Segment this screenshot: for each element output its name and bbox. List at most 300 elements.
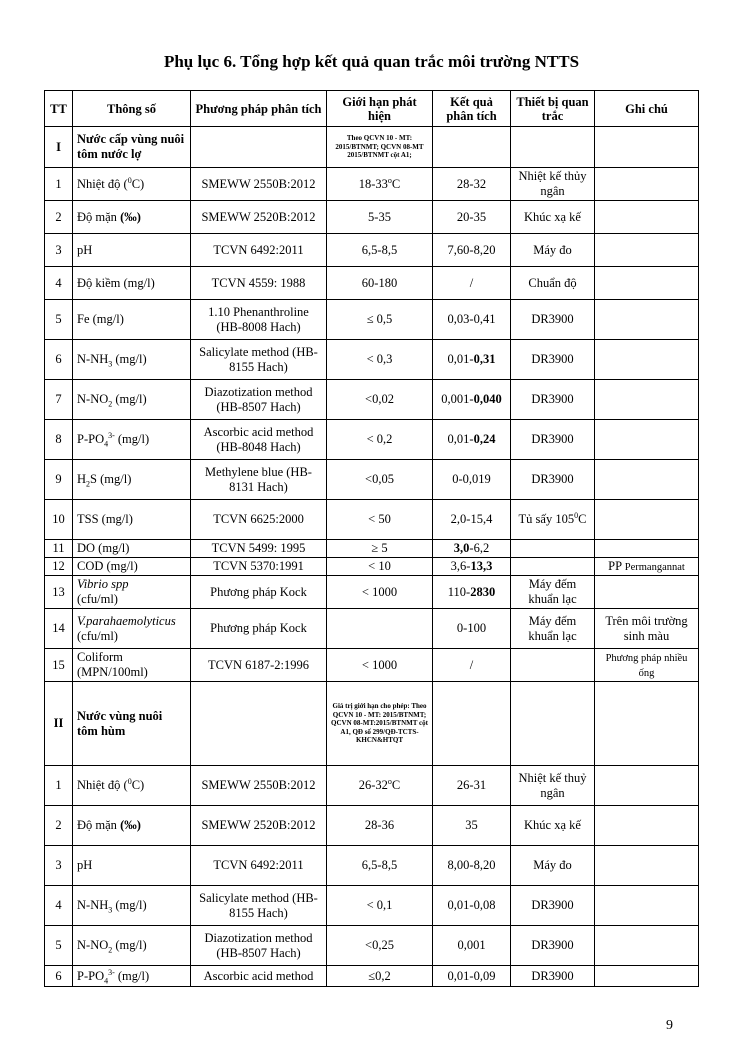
section-index: I (45, 127, 73, 168)
row-method: TCVN 5499: 1995 (191, 540, 327, 558)
table-row (45, 460, 699, 500)
param-text: H (77, 472, 87, 486)
section-name: Nước vùng nuôi tôm hùm (73, 682, 191, 766)
row-method: TCVN 5370:1991 (191, 558, 327, 576)
device-text: Chuẩn độ (528, 275, 577, 290)
row-result (433, 380, 511, 420)
row-note (595, 886, 699, 926)
row-limit (327, 766, 433, 806)
row-limit (327, 609, 433, 649)
param-sup: 0 (127, 175, 132, 185)
param-bold: (‰) (120, 818, 141, 832)
row-param (73, 168, 191, 201)
note-text: PP (608, 559, 625, 573)
limit-sup: o (387, 175, 392, 185)
table-header-row (45, 91, 699, 127)
result-text: 35 (465, 818, 478, 832)
row-result (433, 966, 511, 987)
row-param (73, 460, 191, 500)
row-tt: 11 (45, 540, 73, 558)
result-text: 0,03-0,41 (447, 312, 496, 326)
row-device (511, 420, 595, 460)
row-note (595, 609, 699, 649)
row-tt: 5 (45, 926, 73, 966)
table-row (45, 540, 699, 558)
result-text: 0-100 (456, 621, 487, 635)
header-method: Phương pháp phân tích (191, 91, 327, 127)
result-bold: 0,24 (473, 432, 496, 446)
param-text: pH (77, 242, 93, 257)
limit-text: 18-33 (358, 176, 388, 191)
param-text: Độ mặn (77, 209, 121, 224)
param-tail: (mg/l) (112, 392, 147, 406)
param-sup: 3- (108, 430, 115, 440)
device-text: DR3900 (531, 312, 574, 326)
table-row (45, 168, 699, 201)
result-text: 0,001- (441, 392, 474, 406)
param-text: Độ mặn (77, 818, 121, 832)
table-row (45, 576, 699, 609)
row-note (595, 926, 699, 966)
row-result (433, 576, 511, 609)
section-note-empty (595, 127, 699, 168)
param-text: N-NO (77, 392, 109, 406)
row-method: 1.10 Phenanthroline (HB-8008 Hach) (191, 300, 327, 340)
table-row (45, 886, 699, 926)
header-note: Ghi chú (595, 91, 699, 127)
row-note (595, 267, 699, 300)
row-tt: 3 (45, 234, 73, 267)
row-tt: 4 (45, 267, 73, 300)
limit-text: 5-35 (368, 209, 391, 224)
param-sup: 0 (127, 776, 132, 786)
row-limit (327, 234, 433, 267)
row-limit (327, 340, 433, 380)
note-small: Permangannat (624, 562, 685, 573)
device-text: DR3900 (531, 938, 574, 952)
result-bold: 3,0 (453, 541, 470, 555)
row-device (511, 766, 595, 806)
row-tt: 14 (45, 609, 73, 649)
row-result (433, 300, 511, 340)
device-tail: C (578, 512, 587, 526)
table-row (45, 609, 699, 649)
row-method: Diazotization method (HB-8507 Hach) (191, 926, 327, 966)
note-text: Trên môi trường sinh màu (605, 613, 688, 643)
row-note (595, 766, 699, 806)
row-limit (327, 540, 433, 558)
table-row (45, 340, 699, 380)
row-tt: 2 (45, 201, 73, 234)
header-param: Thông số (73, 91, 191, 127)
row-param (73, 926, 191, 966)
section-note-empty (595, 682, 699, 766)
row-note (595, 846, 699, 886)
row-device (511, 609, 595, 649)
limit-text: < 10 (368, 559, 391, 573)
device-text: Máy đo (533, 242, 572, 257)
limit-tail: C (391, 778, 401, 792)
device-text: Máy đếm khuẩn lạc (528, 577, 577, 606)
header-limit: Giới hạn phát hiện (327, 91, 433, 127)
row-limit (327, 201, 433, 234)
limit-text: <0,25 (365, 938, 394, 952)
section-name: Nước cấp vùng nuôi tôm nước lợ (73, 127, 191, 168)
table-row (45, 806, 699, 846)
limit-text: <0,05 (365, 472, 394, 486)
result-text: 8,00-8,20 (447, 858, 496, 872)
section-index: II (45, 682, 73, 766)
result-text: 28-32 (456, 176, 487, 191)
row-limit (327, 380, 433, 420)
row-method: Methylene blue (HB-8131 Hach) (191, 460, 327, 500)
row-result (433, 460, 511, 500)
row-device (511, 966, 595, 987)
table-row (45, 234, 699, 267)
row-limit (327, 300, 433, 340)
param-text: Fe (mg/l) (77, 312, 124, 326)
device-sup: 0 (574, 510, 579, 520)
row-note (595, 966, 699, 987)
device-text: Nhiệt kế thủy ngân (518, 169, 587, 198)
param-text: N-NH (77, 898, 109, 912)
param-sub: 4 (104, 976, 109, 985)
result-text: 0,01- (447, 352, 474, 366)
row-result (433, 649, 511, 682)
row-method: Salicylate method (HB-8155 Hach) (191, 340, 327, 380)
limit-text: 6,5-8,5 (361, 858, 398, 872)
row-param (73, 766, 191, 806)
param-sub: 4 (104, 439, 109, 449)
row-device (511, 201, 595, 234)
row-method: TCVN 6492:2011 (191, 846, 327, 886)
row-param (73, 540, 191, 558)
limit-text: < 0,2 (366, 432, 393, 446)
table-row (45, 500, 699, 540)
row-device (511, 558, 595, 576)
row-param (73, 234, 191, 267)
table-row (45, 300, 699, 340)
row-tt: 13 (45, 576, 73, 609)
row-limit (327, 267, 433, 300)
device-text: Khúc xạ kế (524, 818, 581, 832)
row-limit (327, 558, 433, 576)
device-text: DR3900 (531, 352, 574, 366)
monitoring-results-table (44, 90, 699, 987)
section-result-empty (433, 127, 511, 168)
row-device (511, 576, 595, 609)
result-text: 3,6- (450, 559, 471, 573)
row-limit (327, 576, 433, 609)
row-note (595, 540, 699, 558)
row-result (433, 926, 511, 966)
table-row (45, 201, 699, 234)
result-bold: 0,31 (473, 352, 496, 366)
row-limit (327, 966, 433, 987)
table-row (45, 420, 699, 460)
row-result (433, 806, 511, 846)
row-method: Phương pháp Kock (191, 609, 327, 649)
row-device (511, 540, 595, 558)
result-text: 7,60-8,20 (447, 242, 496, 257)
row-tt: 15 (45, 649, 73, 682)
row-param (73, 420, 191, 460)
row-limit (327, 806, 433, 846)
table-row (45, 966, 699, 987)
param-text: (cfu/ml) (77, 592, 118, 606)
row-tt: 4 (45, 886, 73, 926)
result-bold: 2830 (470, 584, 496, 599)
param-italic: V.parahaemolyticus (77, 613, 176, 628)
param-tail: (mg/l) (112, 352, 147, 366)
limit-text: 28-36 (364, 818, 395, 832)
row-result (433, 168, 511, 201)
row-param (73, 300, 191, 340)
row-device (511, 340, 595, 380)
row-tt: 1 (45, 766, 73, 806)
header-device: Thiết bị quan trắc (511, 91, 595, 127)
row-device (511, 380, 595, 420)
param-sub: 3 (108, 905, 113, 915)
row-note (595, 806, 699, 846)
row-tt: 5 (45, 300, 73, 340)
param-text: (cfu/ml) (77, 628, 118, 643)
limit-text: <0,02 (365, 392, 394, 406)
result-text: 0,01- (447, 432, 474, 446)
table-row (45, 766, 699, 806)
param-text: Coliform (MPN/100ml) (77, 650, 148, 679)
row-result (433, 540, 511, 558)
result-text: 20-35 (456, 209, 487, 224)
row-note (595, 340, 699, 380)
row-result (433, 420, 511, 460)
result-bold: 0,040 (473, 392, 502, 406)
row-note (595, 168, 699, 201)
param-text: Độ kiềm (mg/l) (77, 275, 155, 290)
row-result (433, 234, 511, 267)
limit-text: < 50 (368, 512, 391, 526)
section-limit-note: Theo QCVN 10 - MT: 2015/BTNMT; QCVN 08-MT 2015/BTNMT cột A1; (327, 127, 433, 168)
section-method-empty (191, 127, 327, 168)
row-result (433, 846, 511, 886)
row-note (595, 558, 699, 576)
row-tt: 7 (45, 380, 73, 420)
row-method: Salicylate method (HB-8155 Hach) (191, 886, 327, 926)
limit-sup: o (387, 776, 392, 786)
row-device (511, 460, 595, 500)
section-device-empty (511, 127, 595, 168)
row-device (511, 300, 595, 340)
row-param (73, 846, 191, 886)
limit-tail: C (391, 176, 401, 191)
row-device (511, 846, 595, 886)
param-tail: C) (131, 778, 145, 792)
limit-text: < 1000 (361, 584, 398, 599)
limit-text: 26-32 (358, 778, 388, 792)
limit-text: ≤ 0,5 (366, 312, 393, 326)
limit-text: 6,5-8,5 (361, 242, 398, 257)
row-method: Diazotization method (HB-8507 Hach) (191, 380, 327, 420)
param-italic: Vibrio spp (77, 577, 129, 591)
row-result (433, 340, 511, 380)
table-row (45, 846, 699, 886)
row-limit (327, 500, 433, 540)
row-param (73, 806, 191, 846)
param-tail: (mg/l) (114, 432, 150, 446)
row-tt: 3 (45, 846, 73, 886)
param-tail: (mg/l) (114, 968, 150, 983)
row-tt: 6 (45, 966, 73, 987)
device-text: Tủ sấy 105 (518, 512, 575, 526)
header-tt: TT (45, 91, 73, 127)
table-row (45, 558, 699, 576)
device-text: Nhiệt kế thuỷ ngân (518, 770, 587, 800)
row-param (73, 267, 191, 300)
row-param (73, 966, 191, 987)
row-note (595, 300, 699, 340)
result-text: 0-0,019 (452, 472, 491, 486)
result-text: 2,0-15,4 (450, 512, 493, 526)
result-text: 110- (447, 584, 471, 599)
row-result (433, 886, 511, 926)
row-note (595, 201, 699, 234)
param-text: N-NH (77, 352, 109, 366)
section-method-empty (191, 682, 327, 766)
device-text: DR3900 (531, 392, 574, 406)
row-device (511, 806, 595, 846)
row-note (595, 234, 699, 267)
limit-text: < 1000 (361, 657, 398, 672)
row-param (73, 886, 191, 926)
row-result (433, 558, 511, 576)
row-param (73, 609, 191, 649)
row-limit (327, 460, 433, 500)
header-result: Kết quả phân tích (433, 91, 511, 127)
section-limit-note: Giá trị giới hạn cho phép: Theo QCVN 10 - MT: 2015/BTNMT; QCVN 08-MT:2015/BTNMT cột A1, QĐ số 299/QĐ-TCTS-KHCN&HTQT (327, 682, 433, 766)
row-method: TCVN 4559: 1988 (191, 267, 327, 300)
param-sub: 2 (108, 945, 113, 955)
table-row (45, 267, 699, 300)
row-device (511, 168, 595, 201)
row-limit (327, 926, 433, 966)
row-limit (327, 886, 433, 926)
row-device (511, 234, 595, 267)
param-text: pH (77, 858, 93, 872)
row-tt: 8 (45, 420, 73, 460)
row-device (511, 267, 595, 300)
row-tt: 6 (45, 340, 73, 380)
table-row (45, 926, 699, 966)
param-text: P-PO (77, 968, 105, 983)
limit-text: ≤0,2 (368, 968, 391, 983)
param-tail: (mg/l) (112, 898, 147, 912)
row-param (73, 576, 191, 609)
result-text: 0,01-0,08 (447, 898, 496, 912)
limit-text: < 0,3 (366, 352, 393, 366)
row-note (595, 500, 699, 540)
row-tt: 1 (45, 168, 73, 201)
row-method: SMEWW 2550B:2012 (191, 168, 327, 201)
row-param (73, 201, 191, 234)
param-sub: 3 (108, 359, 113, 369)
device-text: DR3900 (531, 472, 574, 486)
row-device (511, 926, 595, 966)
param-tail: S (mg/l) (90, 472, 132, 486)
row-note (595, 460, 699, 500)
row-limit (327, 649, 433, 682)
row-tt: 9 (45, 460, 73, 500)
page-number: 9 (666, 1018, 673, 1033)
param-text: TSS (mg/l) (77, 512, 133, 526)
device-text: Máy đếm khuẩn lạc (528, 613, 577, 643)
limit-text: < 0,1 (366, 898, 393, 912)
row-method: SMEWW 2550B:2012 (191, 766, 327, 806)
limit-text: 60-180 (361, 275, 398, 290)
row-method: SMEWW 2520B:2012 (191, 201, 327, 234)
param-text: P-PO (77, 432, 105, 446)
row-param (73, 649, 191, 682)
row-tt: 10 (45, 500, 73, 540)
row-device (511, 886, 595, 926)
row-limit (327, 420, 433, 460)
row-note (595, 649, 699, 682)
device-text: DR3900 (531, 432, 574, 446)
param-sup: 3- (108, 967, 115, 977)
result-text: / (469, 275, 474, 290)
result-text: / (469, 657, 474, 672)
row-device (511, 500, 595, 540)
result-bold: 13,3 (470, 559, 493, 573)
row-method: SMEWW 2520B:2012 (191, 806, 327, 846)
param-text: DO (mg/l) (77, 541, 130, 555)
device-text: DR3900 (531, 968, 574, 983)
param-text: N-NO (77, 938, 109, 952)
row-param (73, 380, 191, 420)
row-tt: 12 (45, 558, 73, 576)
row-tt: 2 (45, 806, 73, 846)
result-text: 26-31 (456, 778, 487, 792)
result-text: 0,01-0,09 (447, 968, 496, 983)
row-device (511, 649, 595, 682)
row-method: TCVN 6187-2:1996 (191, 649, 327, 682)
section-row (45, 682, 699, 766)
row-note (595, 576, 699, 609)
device-text: Khúc xạ kế (524, 209, 581, 224)
row-method: TCVN 6625:2000 (191, 500, 327, 540)
row-method: Ascorbic acid method (HB-8048 Hach) (191, 420, 327, 460)
row-result (433, 609, 511, 649)
param-sub: 2 (108, 399, 113, 409)
page-title: Phụ lục 6. Tổng hợp kết quả quan trắc môi trường NTTS (163, 52, 580, 71)
table-row (45, 380, 699, 420)
param-text: COD (mg/l) (77, 559, 138, 573)
section-result-empty (433, 682, 511, 766)
param-sub: 2 (86, 479, 91, 489)
row-result (433, 267, 511, 300)
param-tail: (mg/l) (112, 938, 147, 952)
result-text: -6,2 (469, 541, 490, 555)
param-text: Nhiệt độ ( (77, 176, 128, 191)
row-limit (327, 168, 433, 201)
row-result (433, 500, 511, 540)
param-bold: (‰) (120, 209, 141, 224)
section-device-empty (511, 682, 595, 766)
device-text: DR3900 (531, 898, 574, 912)
row-method: TCVN 6492:2011 (191, 234, 327, 267)
section-row (45, 127, 699, 168)
row-method: Ascorbic acid method (191, 966, 327, 987)
row-note (595, 380, 699, 420)
